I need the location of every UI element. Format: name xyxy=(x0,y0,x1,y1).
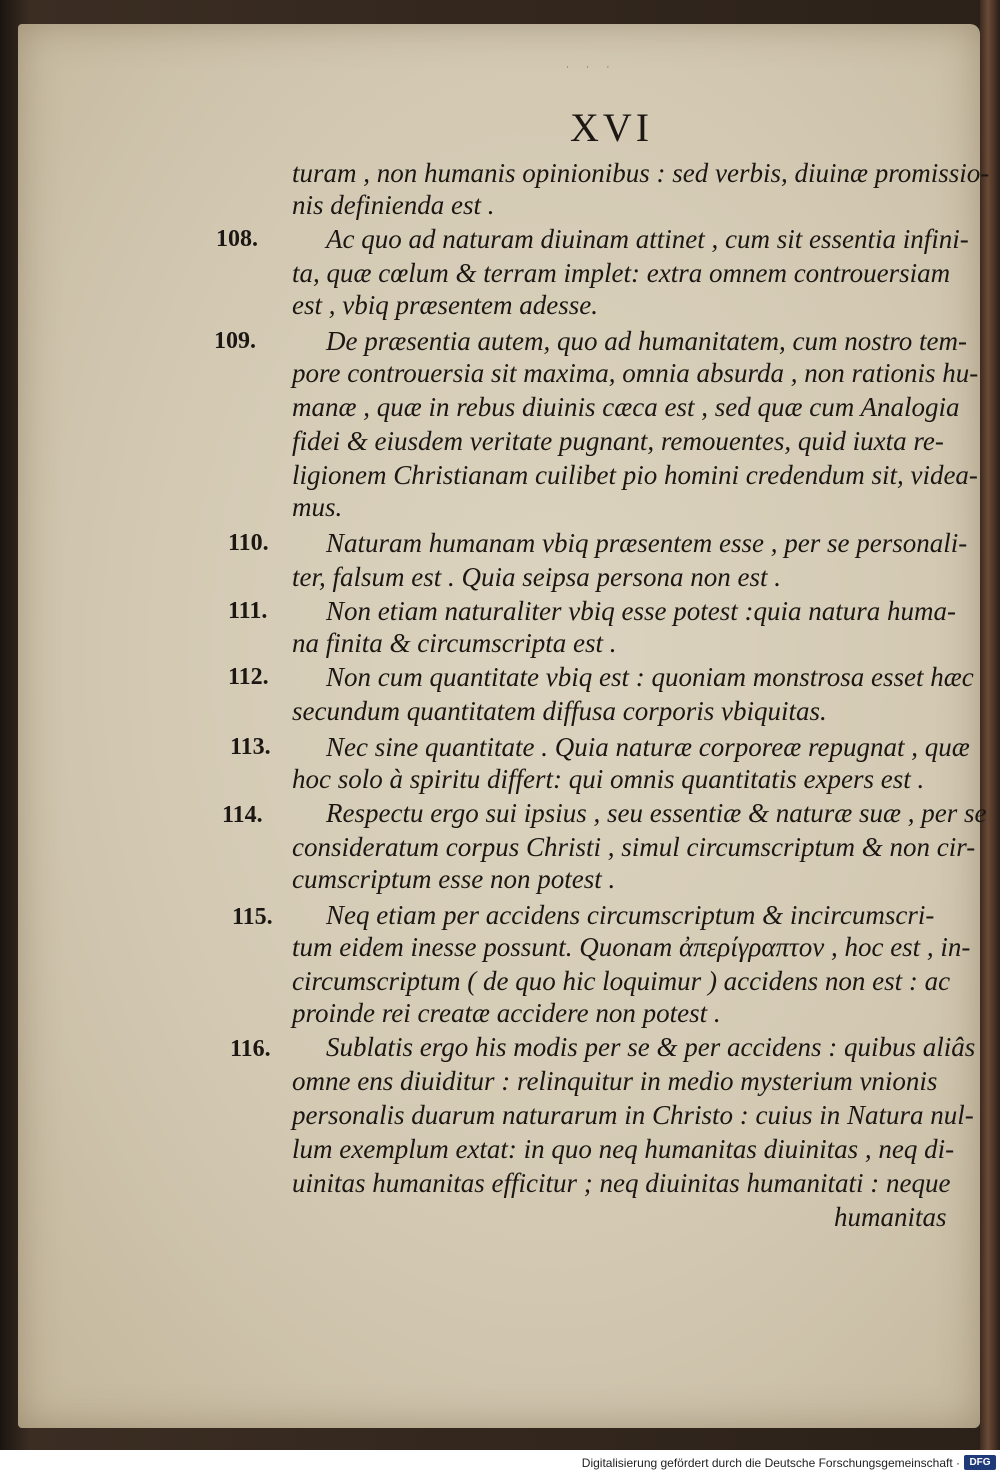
text-line: fidei & eiusdem veritate pugnant, remouentes, quid iuxta re- xyxy=(292,426,944,456)
text-line: ta, quæ cœlum & terram implet: extra omnem controuersiam xyxy=(292,258,951,288)
text-line: Respectu ergo sui ipsius , seu essentiæ & naturæ suæ , per se xyxy=(326,798,987,828)
page-ornament: ˙ ˙ ˙ xyxy=(565,66,617,77)
text-line: proinde rei creatæ accidere non potest . xyxy=(292,998,721,1028)
text-line: consideratum corpus Christi , simul circumscriptum & non cir- xyxy=(292,832,976,862)
catchword: humanitas xyxy=(834,1202,947,1232)
text-line: Non etiam naturaliter vbiq esse potest :quia natura huma- xyxy=(326,596,956,626)
paragraph-number: 109. xyxy=(214,328,256,354)
paragraph-number: 113. xyxy=(230,734,271,760)
paragraph-number: 108. xyxy=(216,226,258,252)
text-line: Naturam humanam vbiq præsentem esse , per se personali- xyxy=(326,528,968,558)
text-line: nis definienda est . xyxy=(292,190,495,220)
text-line: tum eidem inesse possunt. Quonam ἀπερίγραπτον , hoc est , in- xyxy=(292,932,971,962)
text-line: cumscriptum esse non potest . xyxy=(292,864,616,894)
footer-bar xyxy=(0,1450,1000,1476)
text-line: ligionem Christianam cuilibet pio homini credendum sit, videa- xyxy=(292,460,978,490)
text-line: secundum quantitatem diffusa corporis vbiquitas. xyxy=(292,696,827,726)
text-line: lum exemplum extat: in quo neq humanitas diuinitas , neq di- xyxy=(292,1134,955,1164)
text-line: turam , non humanis opinionibus : sed verbis, diuinæ promissio- xyxy=(292,158,990,188)
text-line: uinitas humanitas efficitur ; neq diuinitas humanitati : neque xyxy=(292,1168,951,1198)
paragraph-number: 116. xyxy=(230,1036,271,1062)
text-line: mus. xyxy=(292,492,343,522)
text-line: na finita & circumscripta est . xyxy=(292,628,617,658)
dfg-logo: DFG xyxy=(964,1455,996,1470)
text-line: Sublatis ergo his modis per se & per accidens : quibus aliâs xyxy=(326,1032,976,1062)
text-line: Ac quo ad naturam diuinam attinet , cum sit essentia infini- xyxy=(326,224,969,254)
paragraph-number: 111. xyxy=(228,598,268,624)
text-line: Nec sine quantitate . Quia naturæ corporeæ repugnat , quæ xyxy=(326,732,970,762)
text-line: circumscriptum ( de quo hic loquimur ) accidens non est : ac xyxy=(292,966,951,996)
text-line: manæ , quæ in rebus diuinis cæca est , sed quæ cum Analogia xyxy=(292,392,960,422)
paragraph-number: 110. xyxy=(228,530,269,556)
text-line: omne ens diuiditur : relinquitur in medio mysterium vnionis xyxy=(292,1066,938,1096)
text-line: pore controuersia sit maxima, omnia absurda , non rationis hu- xyxy=(292,358,979,388)
paragraph-number: 114. xyxy=(222,802,263,828)
paragraph-number: 112. xyxy=(228,664,269,690)
page-signature: XVI xyxy=(570,105,654,150)
paragraph-number: 115. xyxy=(232,904,273,930)
text-line: ter, falsum est . Quia seipsa persona non est . xyxy=(292,562,781,592)
funding-credit: Digitalisierung gefördert durch die Deutsche Forschungsgemeinschaft · xyxy=(581,1456,960,1470)
text-line: Non cum quantitate vbiq est : quoniam monstrosa esset hæc xyxy=(326,662,974,692)
text-line: est , vbiq præsentem adesse. xyxy=(292,290,598,320)
text-line: personalis duarum naturarum in Christo : cuius in Natura nul- xyxy=(292,1100,974,1130)
text-line: De præsentia autem, quo ad humanitatem, cum nostro tem- xyxy=(326,326,967,356)
text-line: Neq etiam per accidens circumscriptum & incircumscri- xyxy=(326,900,935,930)
text-line: hoc solo à spiritu differt: qui omnis quantitatis expers est . xyxy=(292,764,925,794)
